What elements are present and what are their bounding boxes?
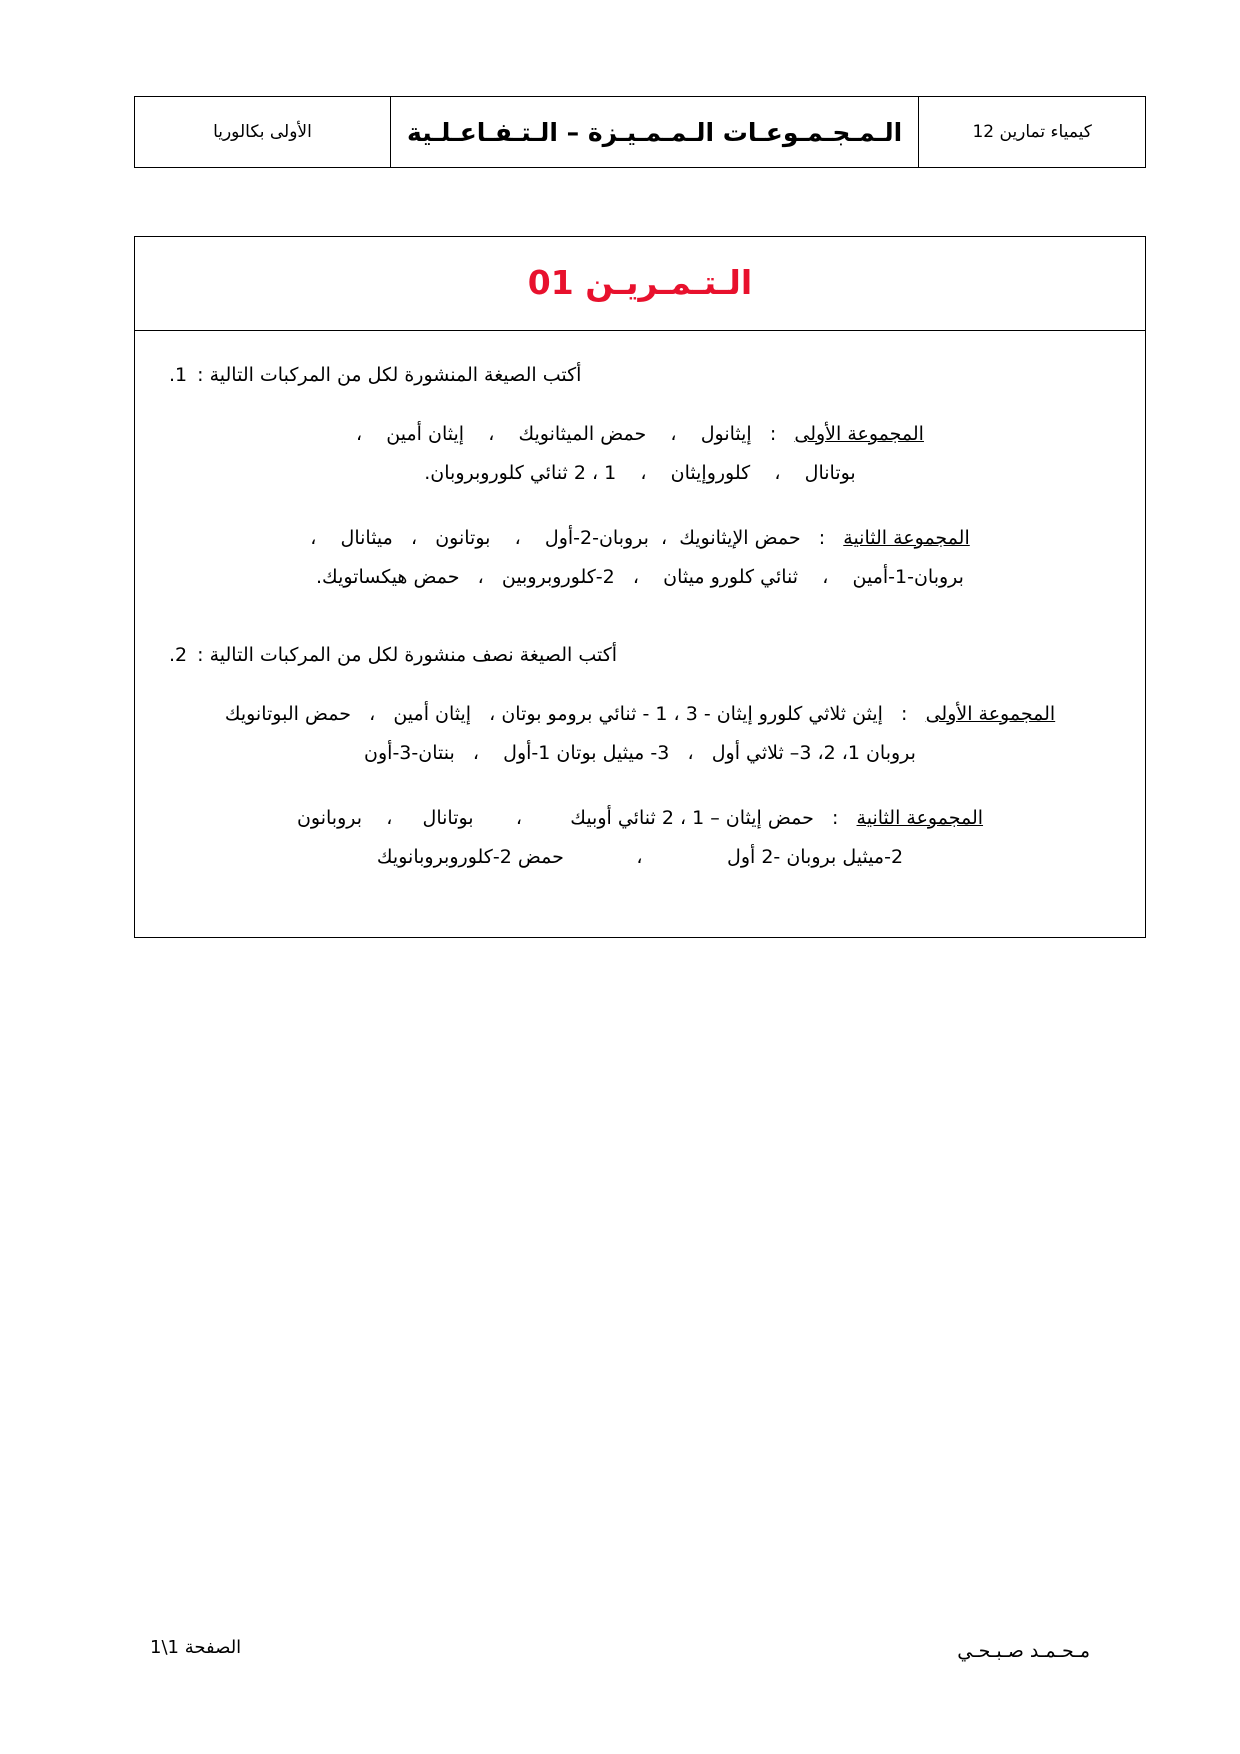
spacer xyxy=(169,623,1111,637)
question-text: أكتب الصيغة نصف منشورة لكل من المركبات التالية : xyxy=(197,643,618,666)
question-number: 2. xyxy=(169,643,188,666)
question-text: أكتب الصيغة المنشورة لكل من المركبات التالية : xyxy=(197,364,582,386)
group-content-line: بروبان 1، 2، 3– ثلاثي أول ، 3- ميثيل بوتان 1-أول ، بنتان-3-أون xyxy=(364,741,916,764)
group-content-line: بوتانال ، كلوروإيثان ، 1 ، 2 ثنائي كلوروبروبان. xyxy=(424,462,856,485)
footer-author: مـحـمـد صـبـحـي xyxy=(957,1640,1090,1662)
group-content-line: إيثن ثلاثي كلورو إيثان - 3 ، 1 - ثنائي برومو بوتان ، إيثان أمين ، حمض البوتانويك xyxy=(224,702,883,725)
group-content-line: حمض إيثان – 1 ، 2 ثنائي أوبيك ، بوتانال ، بروبانون xyxy=(296,806,814,829)
group-content-line: إيثانول ، حمض الميثانويك ، إيثان أمين ، xyxy=(356,423,752,446)
group-content-line: 2-ميثيل بروبان -2 أول ، حمض 2-كلوروبروبانويك xyxy=(376,845,904,868)
group-separator: : xyxy=(819,806,851,829)
group-separator: : xyxy=(806,526,838,549)
group-first-line xyxy=(169,695,1111,734)
group-first-line xyxy=(169,415,1111,454)
group-block xyxy=(169,799,1111,877)
group-first-line xyxy=(169,519,1111,558)
question-line xyxy=(169,357,1111,393)
group-block xyxy=(169,695,1111,773)
group-content-line: حمض الإيثانويك ، بروبان-2-أول ، بوتانون ، ميثانال ، xyxy=(310,526,801,549)
group-label: المجموعة الثانية xyxy=(843,526,970,549)
header-cell-subject: كيمياء تمارين 12 xyxy=(919,97,1146,168)
footer-page-number: الصفحة 1\1 xyxy=(150,1637,242,1658)
group-label: المجموعة الثانية xyxy=(856,806,984,829)
group-label: المجموعة الأولى xyxy=(925,702,1056,725)
group-block xyxy=(169,415,1111,493)
header-cell-title: الـمـجـمـوعـات الـمـمـيـزة – الـتـفـاعـلـية xyxy=(390,97,918,168)
exercise-title: الـتـمـريـن 01 xyxy=(527,263,753,302)
group-separator: : xyxy=(888,702,920,725)
exercise-box xyxy=(134,236,1146,938)
header-row xyxy=(135,97,1146,168)
header-cell-level: الأولى بكالوريا xyxy=(135,97,391,168)
exercise-body xyxy=(135,331,1145,937)
group-content-line: بروبان-1-أمين ، ثنائي كلورو ميثان ، 2-كلوروبروبين ، حمض هيكساتويك. xyxy=(316,565,964,588)
group-separator: : xyxy=(757,423,789,446)
group-label: المجموعة الأولى xyxy=(794,423,924,446)
group-first-line xyxy=(169,799,1111,838)
document-header-table xyxy=(134,96,1146,168)
group-block xyxy=(169,519,1111,597)
question-line xyxy=(169,637,1111,673)
exercise-title-row xyxy=(135,237,1145,331)
question-number: 1. xyxy=(169,364,188,386)
